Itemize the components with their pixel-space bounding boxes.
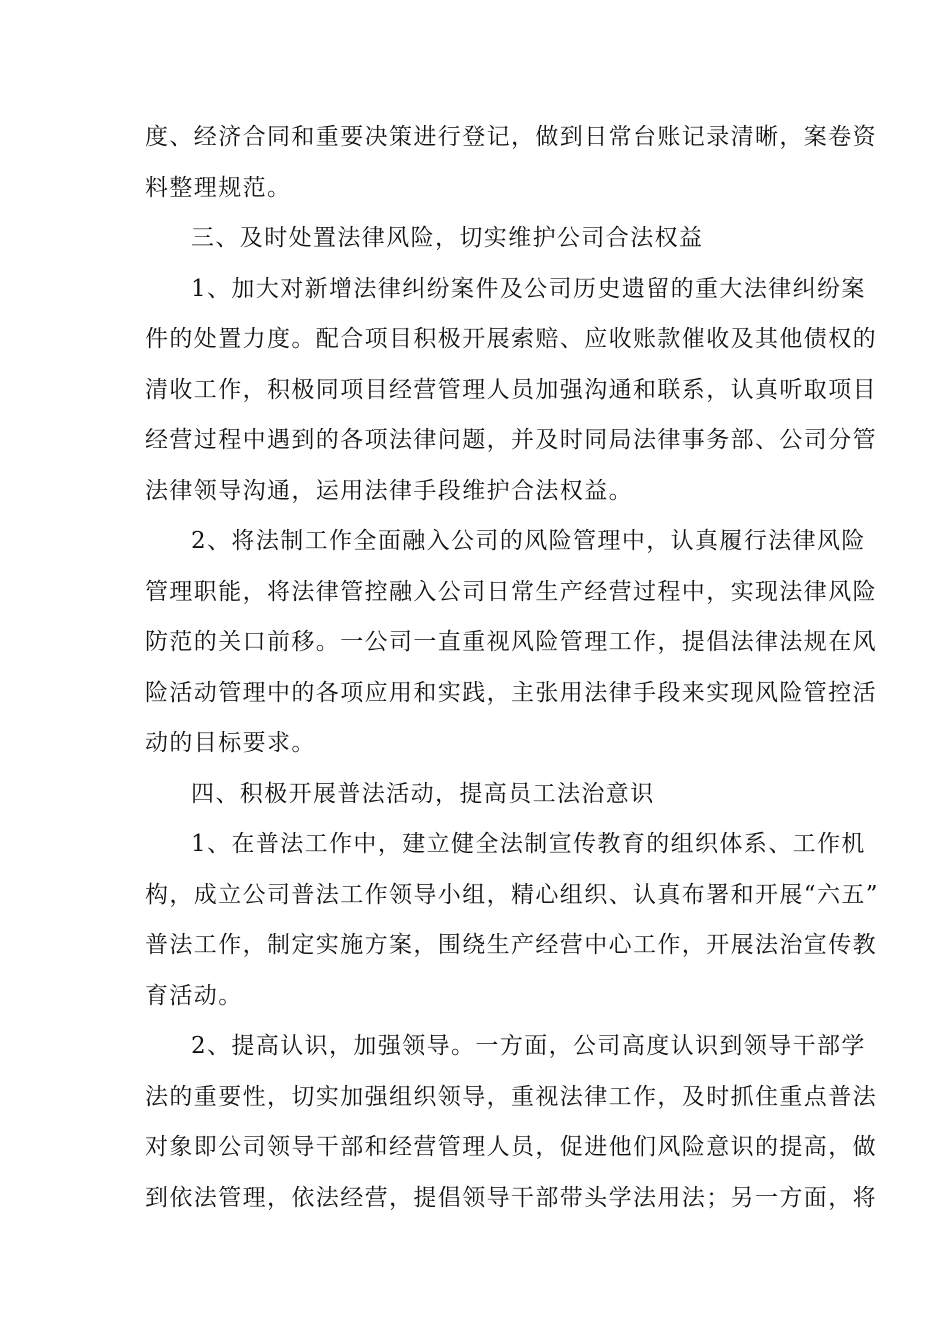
text-line: 动的目标要求。 xyxy=(145,730,316,756)
text-line: 对象即公司领导干部和经营管理人员，促进他们风险意识的提高，做 xyxy=(145,1134,877,1160)
text-line: 料整理规范。 xyxy=(145,174,292,201)
text-line: 2、提高认识，加强领导。一方面，公司高度认识到领导干部学 xyxy=(191,1033,866,1059)
heading-line: 四、积极开展普法活动，提高员工法治意识 xyxy=(191,780,655,807)
text-line: 防范的关口前移。一公司一直重视风险管理工作，提倡法律法规在风 xyxy=(145,629,877,655)
text-line: 1、在普法工作中，建立健全法制宣传教育的组织体系、工作机 xyxy=(191,831,866,857)
text-line: 度、经济合同和重要决策进行登记，做到日常台账记录清晰，案卷资 xyxy=(145,124,877,150)
text-line: 清收工作，积极同项目经营管理人员加强沟通和联系，认真听取项目 xyxy=(145,376,877,403)
text-line: 法律领导沟通，运用法律手段维护合法权益。 xyxy=(145,477,633,504)
text-line: 普法工作，制定实施方案，围绕生产经营中心工作，开展法治宣传教 xyxy=(145,932,877,958)
text-line: 法的重要性，切实加强组织领导，重视法律工作，及时抓住重点普法 xyxy=(145,1083,877,1110)
text-line: 件的处置力度。配合项目积极开展索赔、应收账款催收及其他债权的 xyxy=(145,326,877,352)
text-line: 构，成立公司普法工作领导小组，精心组织、认真布署和开展“六五” xyxy=(145,881,879,908)
text-line: 到依法管理，依法经营，提倡领导干部带头学法用法；另一方面，将 xyxy=(145,1184,877,1211)
text-line: 管理职能，将法律管控融入公司日常生产经营过程中，实现法律风险 xyxy=(145,578,877,605)
section-heading-4 xyxy=(145,769,807,820)
paragraph-4-2 xyxy=(145,1021,877,1223)
text-line: 1、加大对新增法律纠纷案件及公司历史遗留的重大法律纠纷案 xyxy=(191,275,866,302)
text-line: 经营过程中遇到的各项法律问题，并及时同局法律事务部、公司分管 xyxy=(145,427,877,453)
document-body xyxy=(145,112,879,1223)
heading-line: 三、及时处置法律风险，切实维护公司合法权益 xyxy=(191,225,704,251)
text-line: 育活动。 xyxy=(145,982,243,1009)
text-line: 险活动管理中的各项应用和实践，主张用法律手段来实现风险管控活 xyxy=(145,679,877,706)
paragraph-continuation xyxy=(145,112,877,213)
paragraph-4-1 xyxy=(145,819,879,1021)
paragraph-3-2 xyxy=(145,516,877,769)
section-heading-3 xyxy=(145,213,807,264)
text-line: 2、将法制工作全面融入公司的风险管理中，认真履行法律风险 xyxy=(191,528,866,554)
paragraph-3-1 xyxy=(145,264,877,517)
